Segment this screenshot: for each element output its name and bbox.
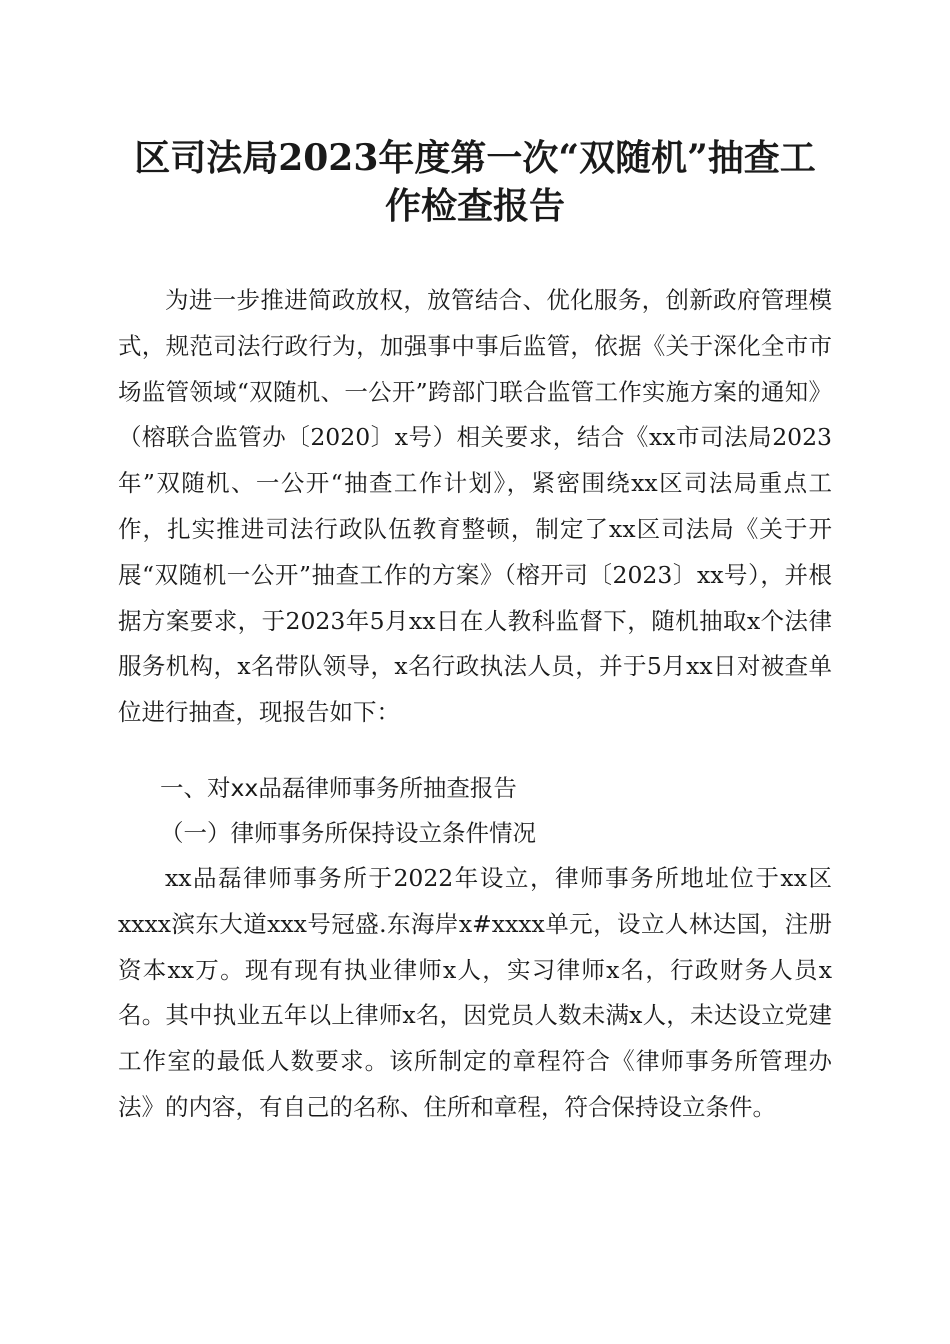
document-title <box>110 134 840 230</box>
intro-paragraph: 为进一步推进简政放权，放管结合、优化服务，创新政府管理模式，规范司法行政行为，加强事中事后监管，依据《关于深化全市市场监管领域“双随机、一公开”跨部门联合监管工作实施方案的通知》（榕联合监管办〔2020〕x号）相关要求，结合《xx市司法局2023年”双随机、一公开“抽查工作计划》，紧密围绕xx区司法局重点工作，扎实推进司法行政队伍教育整顿，制定了xx区司法局《关于开展“双随机一公开”抽查工作的方案》（榕开司〔2023〕xx号），并根据方案要求，于2023年5月xx日在人教科监督下，随机抽取x个法律服务机构，x名带队领导，x名行政执法人员，并于5月xx日对被查单位进行抽查，现报告如下： <box>118 286 832 727</box>
title-line-2: 作检查报告 <box>384 185 565 227</box>
subsection-paragraph: xx品磊律师事务所于2022年设立，律师事务所地址位于xx区xxxx滨东大道xxx号冠盛.东海岸x#xxxx单元，设立人林达国，注册资本xx万。现有现有执业律师x人，实习律师x名，行政财务人员x名。其中执业五年以上律师x名，因党员人数未满x人，未达设立党建工作室的最低人数要求。该所制定的章程符合《律师事务所管理办法》的内容，有自己的名称、住所和章程，符合保持设立条件。 <box>118 864 832 1121</box>
title-line-1: 区司法局2023年度第一次“双随机”抽查工 <box>134 137 816 179</box>
section-heading-1: 一、对xx品磊律师事务所抽查报告 <box>160 774 517 802</box>
subsection-heading-1: （一）律师事务所保持设立条件情况 <box>160 819 536 847</box>
